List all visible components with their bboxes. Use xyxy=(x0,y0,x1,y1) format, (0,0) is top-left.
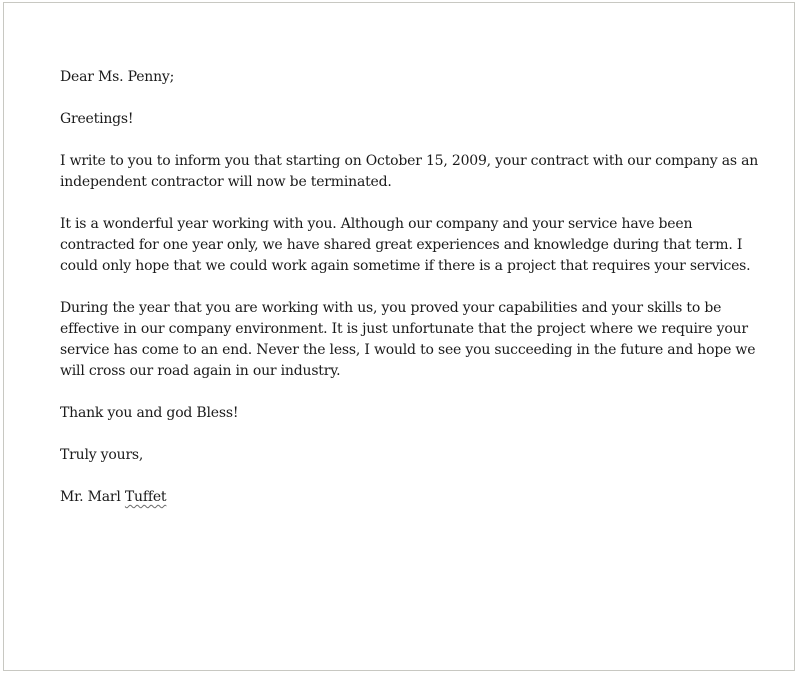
greeting: Greetings! xyxy=(60,111,134,127)
signature-surname: Tuffet xyxy=(124,489,167,505)
closing-line: Truly yours, xyxy=(60,447,144,463)
thanks-line: Thank you and god Bless! xyxy=(60,405,239,421)
signature xyxy=(60,487,760,508)
paragraph-capabilities: During the year that you are working with us, you proved your capabilities and your skills to be effective in our company environment. It is just unfortunate that the project where we require your service has come to an end. Never the less, I would to see you succeeding in the future and hope we will cross our road again in our industry. xyxy=(60,300,756,379)
paragraph-termination-notice: I write to you to inform you that starting on October 15, 2009, your contract with our company as an independent contractor will now be terminated. xyxy=(60,153,759,190)
signature-name: Mr. Marl xyxy=(60,489,121,505)
letter-body xyxy=(60,67,760,508)
salutation: Dear Ms. Penny; xyxy=(60,69,175,85)
document-page xyxy=(3,2,795,671)
paragraph-appreciation: It is a wonderful year working with you. Although our company and your service have been contracted for one year only, we have shared great experiences and knowledge during that term. I could only hope that we could work again sometime if there is a project that requires your services. xyxy=(60,216,751,274)
